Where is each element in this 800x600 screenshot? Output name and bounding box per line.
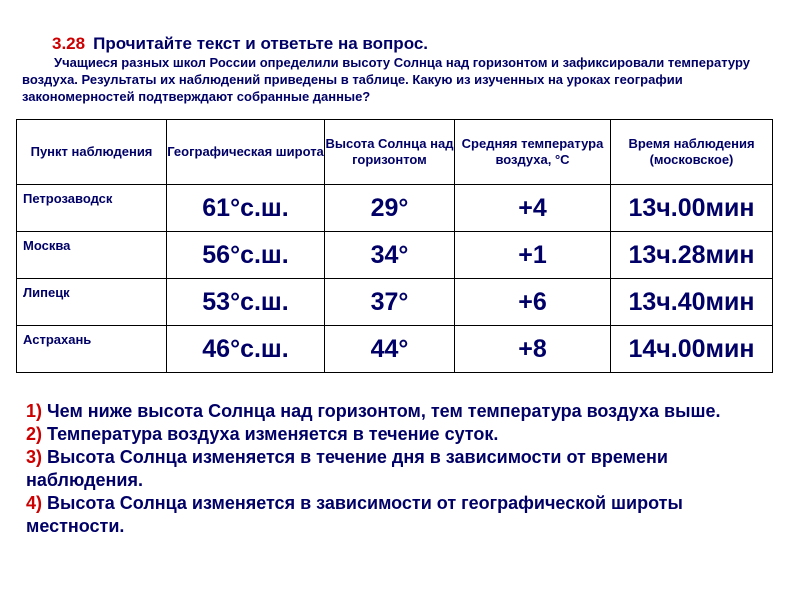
cell-city: Липецк: [17, 279, 167, 326]
table-row: [17, 279, 773, 326]
cell-latitude: 61°с.ш.: [167, 185, 325, 232]
answer-option-1: [26, 400, 766, 423]
answer-text: Высота Солнца изменяется в течение дня в зависимости от времени наблюдения.: [26, 447, 668, 490]
answer-number: 3): [26, 447, 43, 467]
answer-number: 1): [26, 401, 43, 421]
task-title: [52, 34, 428, 54]
cell-temperature: +4: [455, 185, 611, 232]
cell-time: 13ч.40мин: [611, 279, 773, 326]
cell-time: 13ч.28мин: [611, 232, 773, 279]
observations-table: [16, 119, 773, 373]
task-number: 3.28: [52, 34, 86, 53]
answer-options: [26, 400, 766, 538]
answer-number: 2): [26, 424, 43, 444]
table-row: [17, 232, 773, 279]
cell-temperature: +6: [455, 279, 611, 326]
header-time: Время наблюдения (московское): [611, 120, 773, 185]
cell-sun-height: 34°: [325, 232, 455, 279]
cell-temperature: +1: [455, 232, 611, 279]
table-header-row: [17, 120, 773, 185]
cell-temperature: +8: [455, 326, 611, 373]
answer-text: Чем ниже высота Солнца над горизонтом, тем температура воздуха выше.: [47, 401, 721, 421]
cell-time: 13ч.00мин: [611, 185, 773, 232]
task-intro: Учащиеся разных школ России определили высоту Солнца над горизонтом и зафиксировали температуру воздуха. Результаты их наблюдений приведены в таблице. Какую из изученных на уроках географии закономерностей подтверждают собранные данные?: [22, 55, 750, 104]
cell-sun-height: 44°: [325, 326, 455, 373]
cell-latitude: 53°с.ш.: [167, 279, 325, 326]
cell-latitude: 56°с.ш.: [167, 232, 325, 279]
answer-text: Температура воздуха изменяется в течение суток.: [47, 424, 499, 444]
task-title-text: Прочитайте текст и ответьте на вопрос.: [93, 34, 429, 53]
table-row: [17, 326, 773, 373]
header-point: Пункт наблюдения: [17, 120, 167, 185]
cell-city: Петрозаводск: [17, 185, 167, 232]
cell-latitude: 46°с.ш.: [167, 326, 325, 373]
answer-option-3: [26, 446, 766, 492]
table-row: [17, 185, 773, 232]
cell-city: Астрахань: [17, 326, 167, 373]
answer-text: Высота Солнца изменяется в зависимости от географической широты местности.: [26, 493, 683, 536]
cell-sun-height: 37°: [325, 279, 455, 326]
answer-number: 4): [26, 493, 43, 513]
cell-sun-height: 29°: [325, 185, 455, 232]
cell-city: Москва: [17, 232, 167, 279]
header-latitude: Географическая широта: [167, 120, 325, 185]
header-temperature: Средняя температура воздуха, °С: [455, 120, 611, 185]
header-sun-height: Высота Солнца над горизонтом: [325, 120, 455, 185]
answer-option-4: [26, 492, 766, 538]
answer-option-2: [26, 423, 766, 446]
cell-time: 14ч.00мин: [611, 326, 773, 373]
